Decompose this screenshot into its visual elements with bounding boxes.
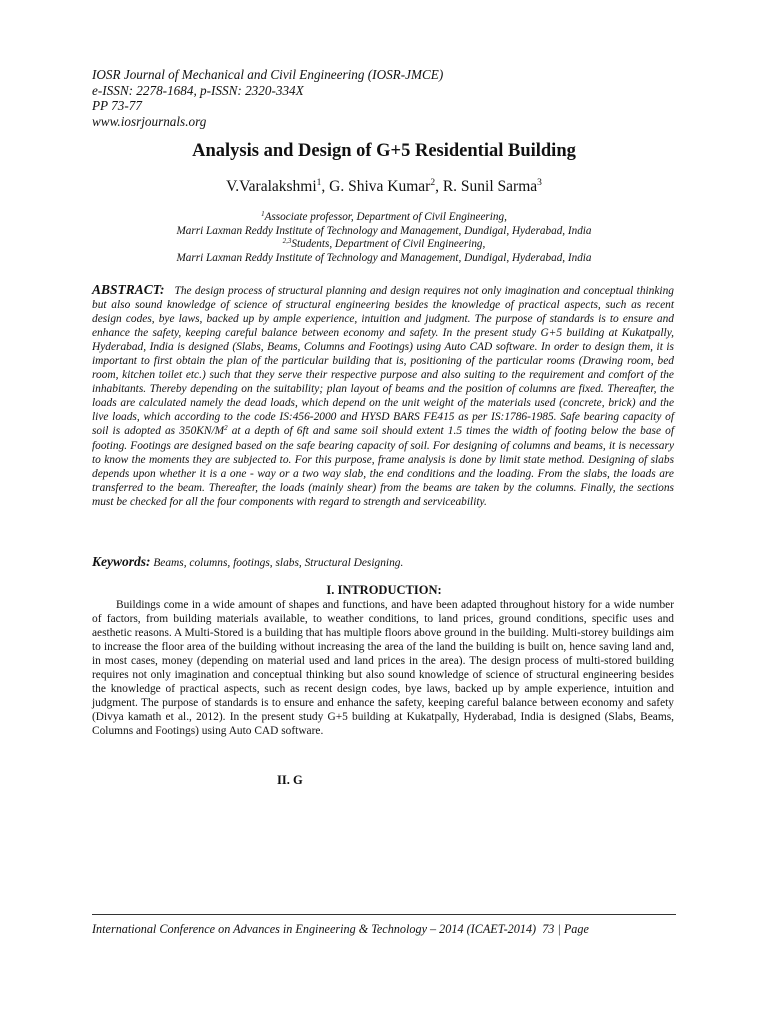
- author-sup: 2: [430, 178, 436, 188]
- author-sup: 3: [537, 178, 542, 188]
- affiliation-line: [0, 211, 768, 225]
- section-heading-2: II. G: [277, 773, 303, 787]
- footer-page-number: 73 | Page: [542, 922, 589, 936]
- journal-name: IOSR Journal of Mechanical and Civil Engineering (IOSR-JMCE): [92, 67, 444, 82]
- journal-issn: e-ISSN: 2278-1684, p-ISSN: 2320-334X: [92, 82, 304, 98]
- author-name: V.Varalakshmi: [226, 178, 317, 195]
- abstract-text-continued: at a depth of 6ft and same soil should extent 1.5 times the width of footing below the base of footing. Footings are designed based on the safe bearing capacity of soil. For designing of columns and beams, it is necessary to know the moments they are subjected to. For this purpose, frame analysis is done by limit state method. Designing of slabs depends upon whether it is a one - way or a two way slab, the end conditions and the loading. From the slabs, the loads are transferred to the beam. Thereafter, the loads (mainly shear) from the beams are taken by the columns. Finally, the sections must be checked for all the four components with regard to strength and serviceability.: [92, 425, 674, 508]
- affiliation-text: Associate professor, Department of Civil Engineering,: [264, 211, 507, 223]
- author-name: G. Shiva Kumar: [329, 178, 431, 195]
- abstract-text: The design process of structural planning and design requires not only imagination and conceptual thinking but also sound knowledge of science of structural engineering besides the knowledge of practical aspects, such as recent design codes, bye laws, backed up by ample experience, intuition and judgment. The purpose of standards is to ensure and enhance the safety, keeping careful balance between economy and safety. In the present study G+5 building at Kukatpally, Hyderabad, India is designed (Slabs, Beams, Columns and Footings) using Auto CAD software. In order to design them, it is important to first obtain the plan of the particular building that is, positioning of the particular rooms (Drawing room, bed room, kitchen toilet etc.) such that they serve their respective purpose and also suiting to the requirement and comfort of the inhabitants. Thereby depending on the suitability; plan layout of beams and the position of columns are fixed. Thereafter, the loads are calculated namely the dead loads, which depend on the unit weight of the materials used (concrete, brick) and the live loads, which according to the code IS:456-2000 and HYSD BARS FE415 as per IS:1786-1985. Safe bearing capacity of soil is adopted as 350KN/M: [92, 285, 674, 438]
- abstract-sup: 2: [224, 424, 228, 433]
- section-heading-introduction: I. INTRODUCTION:: [326, 583, 442, 597]
- affiliation-sup: 1: [261, 210, 265, 218]
- introduction-paragraph: Buildings come in a wide amount of shapes and functions, and have been adapted throughout history for a wide number of factors, from building materials available, to weather conditions, to land prices, ground conditions, specific uses and aesthetic reasons. A Multi-Stored is a building that has multiple floors above ground in the building. Multi-storey buildings aim to increase the floor area of the building without increasing the area of the land the building is built on, hence saving land and, in most cases, money (depending on material used and land prices in the area). The design process of multi-stored building requires not only imagination and conceptual thinking but also sound knowledge of science of structural engineering besides the knowledge of practical aspects, such as recent design codes, bye laws, backed up by ample experience, intuition and judgment. The purpose of standards is to ensure and enhance the safety, keeping careful balance between economy and safety (Divya kamath et al., 2012). In the present study G+5 building at Kukatpally, Hyderabad, India is designed (Slabs, Beams, Columns and Footings) using Auto CAD software.: [92, 599, 674, 738]
- affiliation-line: Marri Laxman Reddy Institute of Technology and Management, Dundigal, Hyderabad, India: [176, 224, 592, 237]
- author-name: R. Sunil Sarma: [442, 178, 538, 195]
- author-sup: 1: [316, 178, 322, 188]
- journal-website: www.iosrjournals.org: [92, 113, 207, 129]
- paper-title: Analysis and Design of G+5 Residential Building: [192, 141, 576, 161]
- keywords-label: Keywords:: [92, 554, 151, 569]
- affiliation-sup: 2,3: [282, 237, 292, 246]
- author-separator: ,: [435, 178, 443, 195]
- footer-divider: [92, 914, 676, 915]
- abstract-label: ABSTRACT:: [92, 282, 165, 297]
- author-list: [0, 177, 768, 197]
- keywords-text: Beams, columns, footings, slabs, Structural Designing.: [150, 557, 404, 569]
- affiliations: [0, 211, 768, 265]
- abstract: [92, 283, 674, 509]
- page-footer: [92, 922, 676, 937]
- keywords: [92, 554, 674, 571]
- journal-pages: PP 73-77: [92, 98, 142, 114]
- journal-header: [92, 67, 443, 129]
- footer-conference: International Conference on Advances in Engineering & Technology – 2014 (ICAET-2014): [92, 922, 537, 936]
- affiliation-line: Marri Laxman Reddy Institute of Technology and Management, Dundigal, Hyderabad, India: [176, 251, 592, 264]
- affiliation-line: [0, 238, 768, 252]
- author-separator: ,: [321, 178, 330, 195]
- affiliation-text: Students, Department of Civil Engineering,: [291, 238, 486, 251]
